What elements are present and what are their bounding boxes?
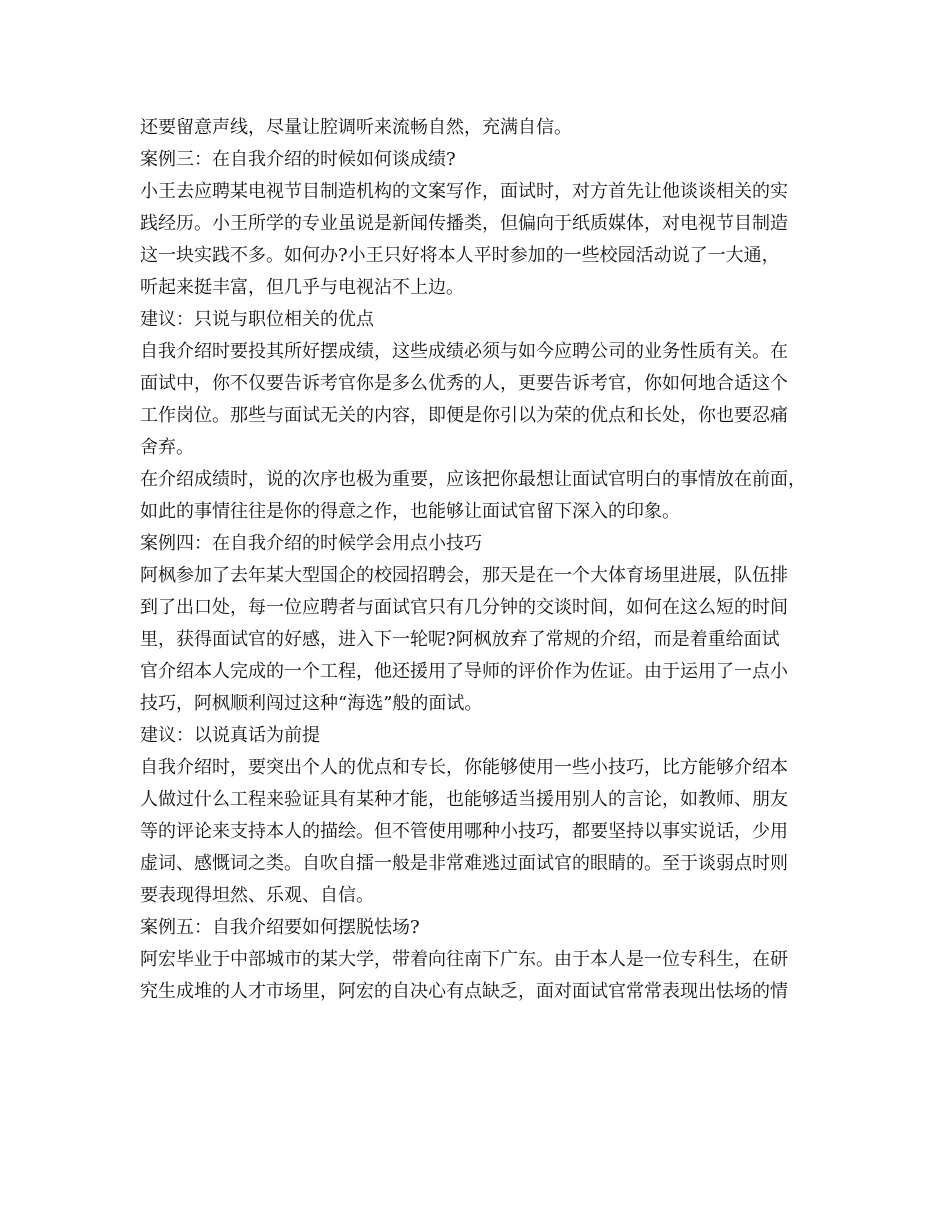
document-body	[140, 112, 816, 1008]
text-line: 工作岗位。那些与面试无关的内容，即便是你引以为荣的优点和长处，你也要忍痛	[140, 405, 788, 426]
text-line: 践经历。小王所学的专业虽说是新闻传播类，但偏向于纸质媒体，对电视节目制造	[140, 213, 788, 234]
text-line: 阿宏毕业于中部城市的某大学，带着向往南下广东。由于本人是一位专科生，在研	[140, 949, 788, 970]
text-line: 等的评论来支持本人的描绘。但不管使用哪种小技巧，都要坚持以事实说话，少用	[140, 821, 788, 842]
text-line: 小王去应聘某电视节目制造机构的文案写作，面试时，对方首先让他谈谈相关的实	[140, 181, 788, 202]
text-line: 虚词、感慨词之类。自吹自擂一般是非常难逃过面试官的眼睛的。至于谈弱点时则	[140, 853, 788, 874]
text-line: 技巧，阿枫顺利闯过这种“海选”般的面试。	[140, 693, 483, 714]
text-line: 里，获得面试官的好感，进入下一轮呢?阿枫放弃了常规的介绍，而是着重给面试	[140, 629, 780, 650]
section-heading: 案例四：在自我介绍的时候学会用点小技巧	[140, 533, 482, 554]
text-line: 这一块实践不多。如何办?小王只好将本人平时参加的一些校园活动说了一大通，	[140, 245, 780, 266]
text-line: 在介绍成绩时，说的次序也极为重要，应该把你最想让面试官明白的事情放在前面，	[140, 469, 806, 490]
text-line: 听起来挺丰富，但几乎与电视沾不上边。	[140, 277, 464, 298]
section-heading: 建议：只说与职位相关的优点	[140, 309, 374, 330]
text-line: 要表现得坦然、乐观、自信。	[140, 885, 374, 906]
text-line: 还要留意声线，尽量让腔调听来流畅自然，充满自信。	[140, 117, 572, 138]
text-line: 自我介绍时要投其所好摆成绩，这些成绩必须与如今应聘公司的业务性质有关。在	[140, 341, 788, 362]
section-heading: 案例五：自我介绍要如何摆脱怯场?	[140, 917, 420, 938]
text-line: 阿枫参加了去年某大型国企的校园招聘会，那天是在一个大体育场里进展，队伍排	[140, 565, 788, 586]
text-line: 究生成堆的人才市场里，阿宏的自决心有点缺乏，面对面试官常常表现出怯场的情	[140, 981, 788, 1002]
section-heading: 案例三：在自我介绍的时候如何谈成绩?	[140, 149, 456, 170]
text-line: 自我介绍时，要突出个人的优点和专长，你能够使用一些小技巧，比方能够介绍本	[140, 757, 788, 778]
text-line: 官介绍本人完成的一个工程，他还援用了导师的评价作为佐证。由于运用了一点小	[140, 661, 788, 682]
section-heading: 建议：以说真话为前提	[140, 725, 320, 746]
text-line: 人做过什么工程来验证具有某种才能，也能够适当援用别人的言论，如教师、朋友	[140, 789, 788, 810]
text-line: 面试中，你不仅要告诉考官你是多么优秀的人，更要告诉考官，你如何地合适这个	[140, 373, 788, 394]
text-line: 到了出口处，每一位应聘者与面试官只有几分钟的交谈时间，如何在这么短的时间	[140, 597, 788, 618]
text-line: 舍弃。	[140, 437, 194, 458]
text-line: 如此的事情往往是你的得意之作，也能够让面试官留下深入的印象。	[140, 501, 680, 522]
